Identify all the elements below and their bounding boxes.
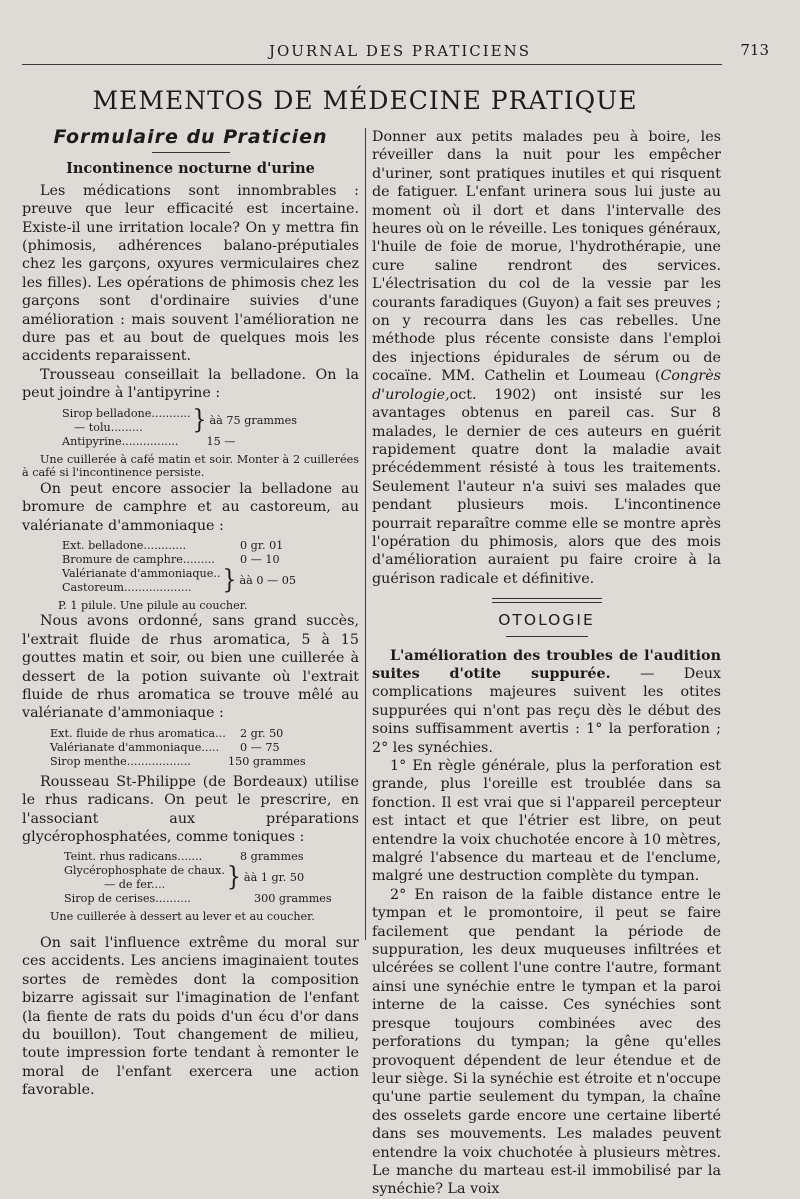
formula-bromure [62, 539, 359, 595]
formulaire-title: Formulaire du Praticien [53, 126, 328, 148]
citation: Congrès d'urologie, [372, 368, 721, 403]
paragraph: Rousseau St-Philippe (de Bordeaux) utilise le rhus radicans. On peut le prescrire, en l'associant aux préparations glycérophosphatées, comme toniques : [22, 773, 359, 846]
formula-qty: 150 grammes [228, 754, 306, 768]
column-divider [365, 128, 366, 940]
formula-line: Castoreum................... [62, 580, 192, 594]
formula-note: P. 1 pilule. Une pilule au coucher. [58, 598, 248, 612]
section-double-rule [492, 598, 602, 603]
formula-qty: 15 — [206, 434, 236, 448]
formula-qty: 0 — 75 [240, 740, 280, 754]
formula-line: — de fer.... [104, 878, 166, 892]
brace: } [226, 862, 241, 893]
formula-line: — tolu......... [74, 420, 143, 434]
formula-qty: 0 — 10 [240, 552, 280, 566]
formula-line: Ext. belladone............ [62, 538, 187, 552]
formula-line: Teint. rhus radicans....... [64, 850, 203, 864]
paragraph: On peut encore associer la belladone au bromure de camphre et au castoreum, au valérianate d'ammoniaque : [22, 480, 359, 534]
formula-note: Une cuillerée à dessert au lever et au coucher. [50, 910, 315, 924]
title-rule [152, 152, 230, 153]
paragraph [372, 128, 721, 588]
text-run: Donner aux petits malades peu à boire, les réveiller dans la nuit pour les empêcher d'uriner, sont pratiques inutiles et qui risquent de fatiguer. L'enfant urinera sous lui juste au moment où il dort et dans l'intervalle des heures où on le réveille. Les toniques généraux, l'huile de foie de morue, l'hydrothérapie, une cure saline rendront des services. L'électrisation du col de la vessie par les courants faradiques (Guyon) a fait ses preuves ; on y recourra dans les cas rebelles. Une méthode plus récente consiste dans l'emploi des injections épidurales de sérum ou de cocaïne. MM. Cathelin et Loumeau ( [372, 129, 721, 385]
formula-line: Sirop de cerises.......... [64, 892, 191, 906]
formula-qty: 2 gr. 50 [240, 726, 284, 740]
formula-line: Antipyrine................ [62, 434, 179, 448]
text-run: — Deux complications majeures suivent les otites suppurées qui n'ont pas reçu dès le début des soins suffisamment avertis : 1° la perforation ; 2° les synéchies. [372, 665, 721, 756]
paragraph: On sait l'influence extrême du moral sur ces accidents. Les anciens imaginaient toutes sortes de remèdes dont la composition bizarre agissait sur l'imagination de l'enfant (la fiente de rats du poids d'un écu d'or dans du bouillon). Tout changement de milieu, toute impression forte tendant à remonter le moral de l'enfant exercera une action favorable. [22, 934, 359, 1099]
paragraph: 2° En raison de la faible distance entre le tympan et le promontoire, il peut se faire facilement que pendant la période de suppuration, les deux muqueuses infiltrées et ulcérées se collent l'une contre l'autre, formant ainsi une synéchie entre le tympan et la paroi interne de la caisse. Ces synéchies sont presque toujours combinées avec des perforations du tympan; la gêne qu'elles provoquent dépendent de leur étendue et de leur siège. Si la synéchie est étroite et n'occupe qu'une partie seulement du tympan, la chaîne des osselets garde encore une certaine liberté dans ses mouvements. Les malades peuvent entendre la voix chuchotée à plusieurs mètres. Le manche du marteau est-il immobilisé par la synéchie? La voix [372, 886, 721, 1198]
paragraph: Nous avons ordonné, sans grand succès, l'extrait fluide de rhus aromatica, 5 à 15 gouttes matin et soir, ou bien une cuillerée à dessert de la potion suivante où l'extrait fluide de rhus aromatica se trouve mêlé au valérianate d'ammoniaque : [22, 613, 359, 722]
formula-line: Valérianate d'ammoniaque.. [62, 566, 221, 580]
formula-qty: 0 gr. 01 [240, 538, 284, 552]
formula-note: Une cuillerée à café matin et soir. Monter à 2 cuillerées à café si l'incontinence persiste. [22, 452, 359, 480]
formula-belladone [62, 407, 359, 449]
formula-qty: àà 0 — 05 [239, 573, 297, 587]
formula-line: Bromure de camphre......... [62, 552, 215, 566]
article-heading: L'amélioration des troubles de l'audition suites d'otite suppurée. [372, 647, 721, 682]
brace: } [192, 405, 207, 436]
main-title: MEMENTOS DE MÉDECINE PRATIQUE [92, 86, 638, 115]
formula-line: Valérianate d'ammoniaque..... [50, 740, 220, 754]
formula-qty: àà 75 grammes [209, 413, 297, 427]
page-number: 713 [740, 41, 769, 59]
formula-qty: àà 1 gr. 50 [243, 871, 305, 885]
formula-line: Glycérophosphate de chaux. [64, 864, 225, 878]
paragraph [372, 647, 721, 757]
right-column [372, 128, 721, 1199]
formula-qty: 300 grammes [254, 892, 332, 906]
text-run: oct. 1902) ont insisté sur les avantages obtenus en pareil cas. Sur 8 malades, le dernier de ces auteurs en guérit rapidement quatre dont la maladie avait précédemment résisté à tous les traitements. Seulement l'auteur n'a suivi ses malades que pendant plusieurs mois. L'incontinence pourrait reparaître comme elle se montre après l'opération du phimosis, alors que des mois d'amélioration auraient pu faire croire à la guérison radicale et définitive. [372, 386, 721, 587]
paragraph: 1° En règle générale, plus la perforation est grande, plus l'oreille est troublée dans sa fonction. Il est vrai que si l'appareil percepteur est intact et que l'étrier est libre, on peut entendre la voix chuchotée encore à 10 mètres, malgré l'absence du marteau et de l'enclume, malgré une destruction complète du tympan. [372, 758, 721, 885]
paragraph: Les médications sont innombrables : preuve que leur efficacité est incertaine. Existe-il une irritation locale? On y mettra fin (phimosis, adhérences balano-préputiales chez les garçons, oxyures vermiculaires chez les filles). Les opérations de phimosis chez les garçons sont d'ordinaire suivies d'une amélioration : mais souvent l'amélioration ne dure pas et au bout de quelques mois les accidents reparaissent. [22, 182, 359, 365]
brace: } [222, 565, 237, 596]
formula-line: Sirop belladone........... [62, 406, 191, 420]
header-rule [22, 64, 722, 65]
journal-title: JOURNAL DES PRATICIENS [268, 42, 532, 60]
formula-line: Ext. fluide de rhus aromatica... [50, 726, 226, 740]
left-column [22, 128, 359, 1100]
subtitle-incontinence: Incontinence nocturne d'urine [66, 160, 315, 178]
formula-qty: 8 grammes [240, 850, 304, 864]
formula-rhus-radicans [64, 850, 359, 906]
formula-line: Sirop menthe.................. [50, 754, 191, 768]
paragraph: Trousseau conseillait la belladone. On la peut joindre à l'antipyrine : [22, 366, 359, 402]
section-title-otologie: OTOLOGIE [498, 611, 595, 630]
section-rule [506, 636, 588, 637]
formula-rhus-aromatica [50, 727, 359, 769]
